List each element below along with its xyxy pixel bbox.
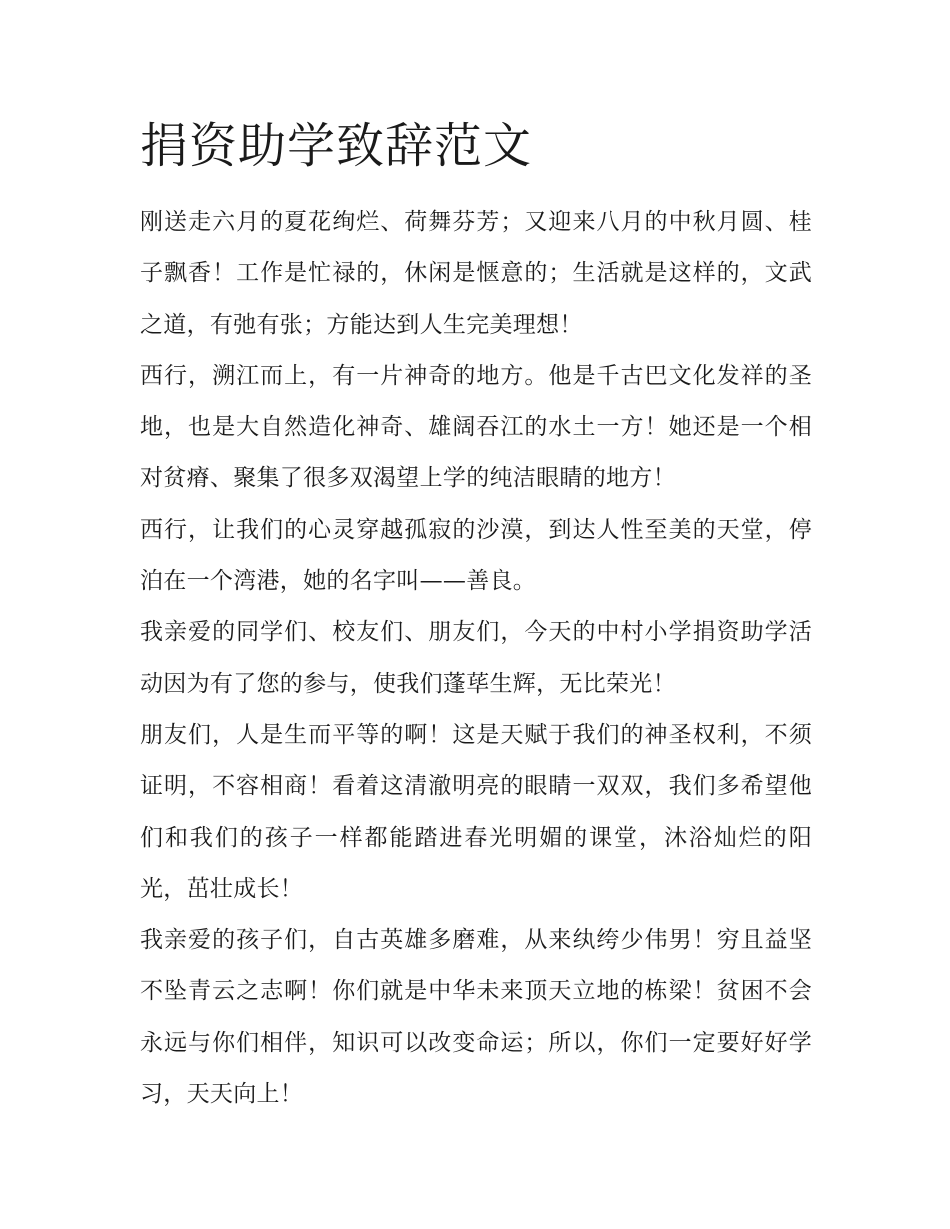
- paragraph: 我亲爱的同学们、校友们、朋友们，今天的中村小学捐资助学活动因为有了您的参与，使我们蓬荜生辉，无比荣光！: [140, 619, 812, 697]
- document-body: [140, 197, 812, 1120]
- paragraph: 西行，让我们的心灵穿越孤寂的沙漠，到达人性至美的天堂，停泊在一个湾港，她的名字叫——善良。: [140, 516, 812, 595]
- paragraph: 刚送走六月的夏花绚烂、荷舞芬芳；又迎来八月的中秋月圆、桂子飘香！工作是忙禄的，休闲是惬意的；生活就是这样的，文武之道，有弛有张；方能达到人生完美理想！: [140, 209, 812, 338]
- paragraph: 朋友们，人是生而平等的啊！这是天赋于我们的神圣权利，不须证明，不容相商！看着这清澈明亮的眼睛一双双，我们多希望他们和我们的孩子一样都能踏进春光明媚的课堂，沐浴灿烂的阳光，茁壮成长！: [140, 721, 812, 902]
- paragraph: 我亲爱的孩子们，自古英雄多磨难，从来纨绔少伟男！穷且益坚不坠青云之志啊！你们就是中华未来顶天立地的栋梁！贫困不会永远与你们相伴，知识可以改变命运；所以，你们一定要好好学习，天天向上！: [140, 927, 812, 1108]
- paragraph: 西行，溯江而上，有一片神奇的地方。他是千古巴文化发祥的圣地，也是大自然造化神奇、雄阔吞江的水土一方！她还是一个相对贫瘠、聚集了很多双渴望上学的纯洁眼睛的地方！: [140, 362, 812, 492]
- document-title: 捐资助学致辞范文: [140, 118, 533, 174]
